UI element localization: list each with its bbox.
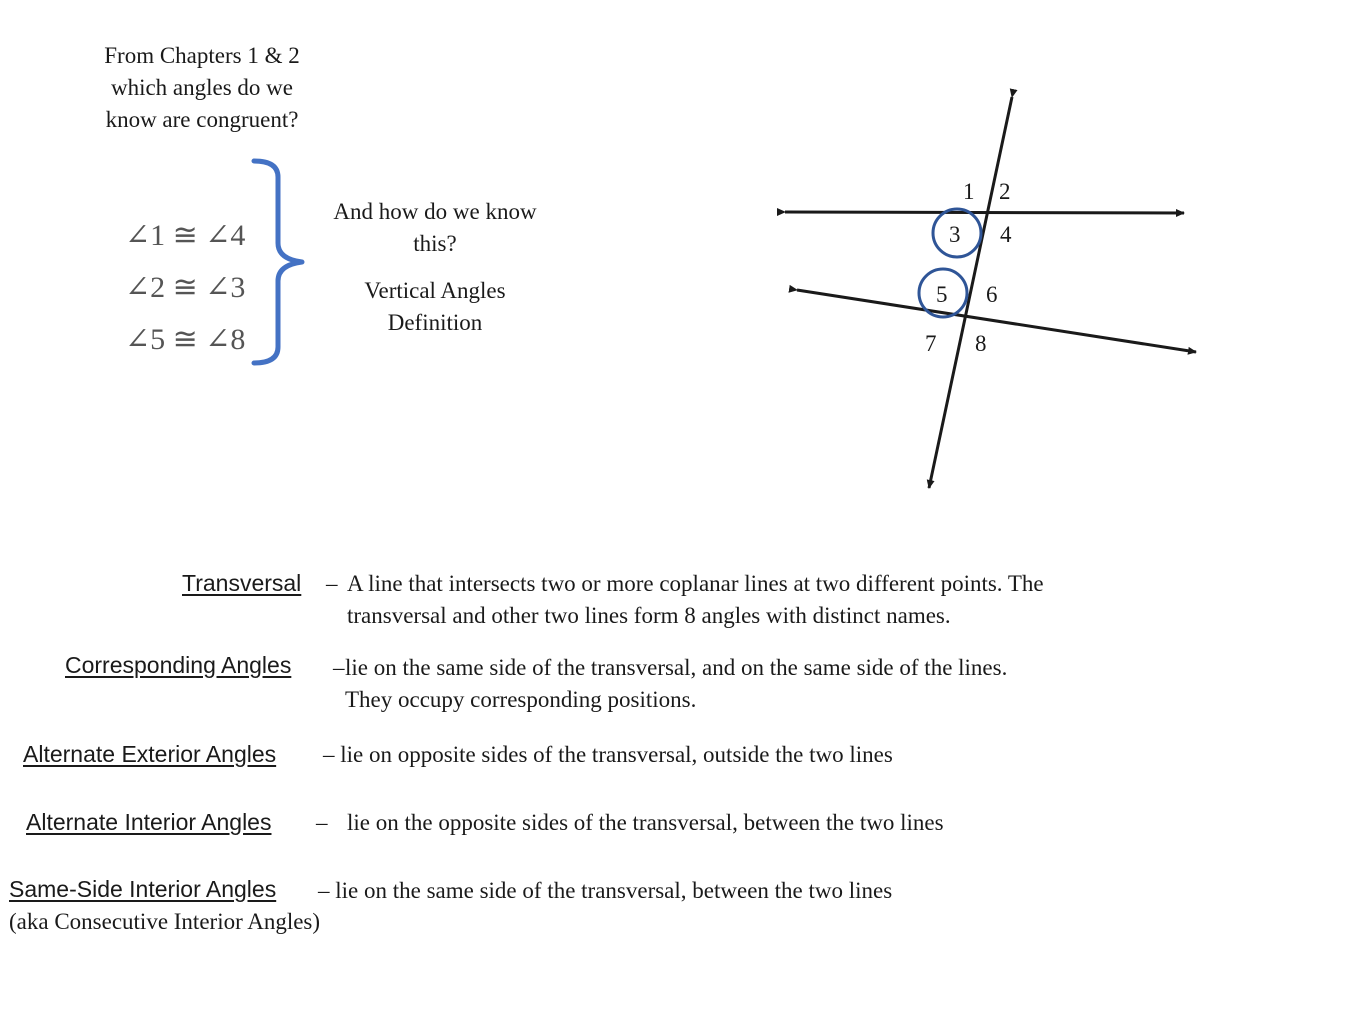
angle-label-4: 4 — [1000, 222, 1012, 247]
question-line-1: From Chapters 1 & 2 — [104, 43, 300, 68]
congruence-2-3: ∠2 ≅ ∠3 — [125, 271, 246, 304]
congruence-1-4: ∠1 ≅ ∠4 — [125, 219, 246, 252]
angle-label-6: 6 — [986, 282, 998, 307]
followup-line-1: And how do we know — [333, 199, 537, 224]
transversal-definition-line-2: transversal and other two lines form 8 angles with distinct names. — [347, 603, 951, 628]
alternate-exterior-definition: – lie on opposite sides of the transversal, outside the two lines — [323, 742, 893, 767]
same-side-aka-note: (aka Consecutive Interior Angles) — [9, 909, 321, 934]
alternate-interior-definition: lie on the opposite sides of the transversal, between the two lines — [347, 810, 944, 835]
angle-label-7: 7 — [925, 331, 937, 356]
answer-line-2: Definition — [387, 310, 483, 335]
alternate-interior-dash: – — [316, 810, 328, 835]
term-alternate-exterior-angles: Alternate Exterior Angles — [23, 741, 277, 767]
angle-label-5: 5 — [936, 282, 948, 307]
term-transversal: Transversal — [182, 570, 302, 596]
corresponding-definition-line-1: lie on the same side of the transversal, and on the same side of the lines. — [345, 655, 1008, 680]
corresponding-definition — [345, 652, 1007, 716]
followup-line-2: this? — [413, 231, 457, 256]
term-corresponding-angles: Corresponding Angles — [65, 652, 292, 678]
question-line-3: know are congruent? — [105, 107, 299, 132]
angle-label-8: 8 — [975, 331, 987, 356]
angle-label-2: 2 — [999, 179, 1011, 204]
transversal-definition — [347, 568, 1044, 632]
term-alternate-interior-angles: Alternate Interior Angles — [26, 809, 272, 835]
angle-label-3: 3 — [949, 222, 961, 247]
transversal-dash: – — [326, 571, 338, 596]
corresponding-definition-line-2: They occupy corresponding positions. — [345, 687, 697, 712]
same-side-interior-definition: – lie on the same side of the transversal, between the two lines — [318, 878, 893, 903]
angle-label-1: 1 — [963, 179, 975, 204]
congruence-5-8: ∠5 ≅ ∠8 — [125, 323, 246, 356]
upper-parallel-line — [785, 212, 1184, 213]
corresponding-dash: – — [333, 655, 345, 680]
term-same-side-interior-angles: Same-Side Interior Angles — [9, 876, 277, 902]
transversal-definition-line-1: A line that intersects two or more coplanar lines at two different points. The — [347, 571, 1044, 596]
question-line-2: which angles do we — [110, 75, 294, 100]
answer-line-1: Vertical Angles — [364, 278, 506, 303]
